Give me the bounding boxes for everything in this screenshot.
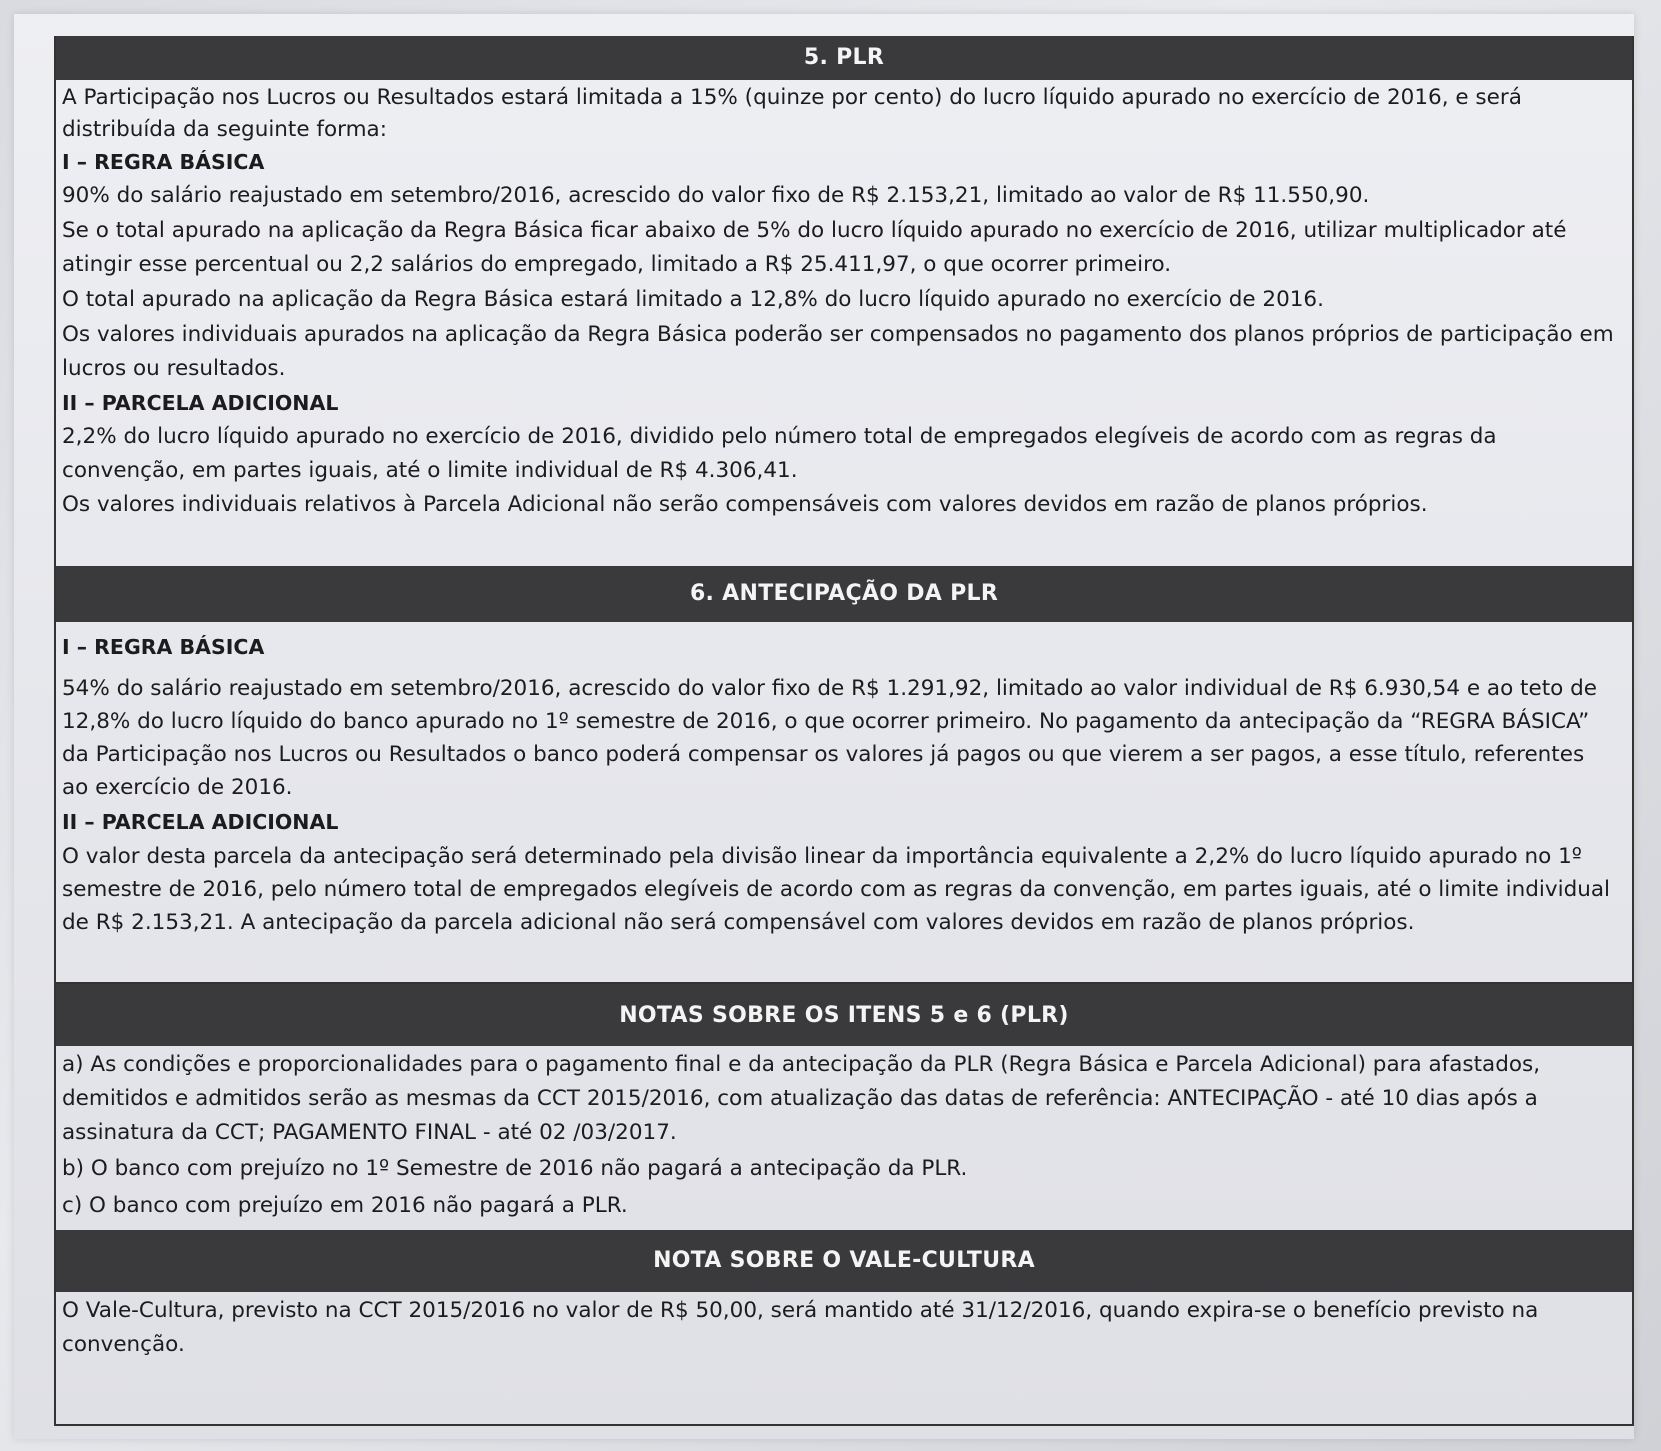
section-6-regra-basica-heading: I – REGRA BÁSICA: [62, 635, 265, 659]
vale-cultura-body: [56, 1292, 1632, 1362]
section-5-parcela-p2: Os valores individuais relativos à Parcela Adicional não serão compensáveis com valores devidos em razão de planos próprios.: [62, 492, 1428, 517]
section-5-regra-basica-heading: I – REGRA BÁSICA: [62, 150, 265, 174]
vale-cultura-title: NOTA SOBRE O VALE-CULTURA: [653, 1248, 1035, 1273]
vale-cultura-text: O Vale-Cultura, previsto na CCT 2015/2016 no valor de R$ 50,00, será mantido até 31/12/2016, quando expira-se o benefício previsto na convenção.: [62, 1298, 1539, 1357]
section-5-regra-basica-p2: Se o total apurado na aplicação da Regra Básica ficar abaixo de 5% do lucro líquido apurado no exercício de 2016, utilizar multiplicador até atingir esse percentual ou 2,2 salários do empregado, limitado a R$ 25.411,97, o que ocorrer primeiro.: [62, 218, 1567, 277]
section-6-header: [56, 566, 1632, 622]
section-5-header: [56, 36, 1632, 80]
nota-b: b) O banco com prejuízo no 1º Semestre de 2016 não pagará a antecipação da PLR.: [62, 1156, 968, 1181]
notas-header: [56, 982, 1632, 1046]
vale-cultura-header: [56, 1230, 1632, 1292]
document-table: [54, 36, 1634, 1426]
notas-body: [56, 1046, 1632, 1230]
section-5-regra-basica-p4: Os valores individuais apurados na aplicação da Regra Básica poderão ser compensados no pagamento dos planos próprios de participação em lucros ou resultados.: [62, 322, 1614, 381]
nota-a: a) As condições e proporcionalidades para o pagamento final e da antecipação da PLR (Regra Básica e Parcela Adicional) para afastados, demitidos e admitidos serão as mesmas da CCT 2015/2016, com atualização das datas de referência: ANTECIPAÇÃO - até 10 dias após a assinatura da CCT; PAGAMENTO FINAL - até 02 /03/2017.: [62, 1052, 1541, 1145]
section-6-body: [56, 622, 1632, 982]
section-6-parcela-p1: O valor desta parcela da antecipação será determinado pela divisão linear da importância equivalente a 2,2% do lucro líquido apurado no 1º semestre de 2016, pelo número total de empregados elegíveis de acordo com as regras da convenção, em partes iguais, até o limite individual de R$ 2.153,21. A antecipação da parcela adicional não será compensável com valores devidos em razão de planos próprios.: [62, 844, 1610, 935]
section-5-parcela-heading: II – PARCELA ADICIONAL: [62, 391, 339, 415]
section-6-regra-basica-p1: 54% do salário reajustado em setembro/2016, acrescido do valor fixo de R$ 1.291,92, limitado ao valor individual de R$ 6.930,54 e ao teto de 12,8% do lucro líquido do banco apurado no 1º semestre de 2016, o que ocorrer primeiro. No pagamento da antecipação da “REGRA BÁSICA” da Participação nos Lucros ou Resultados o banco poderá compensar os valores já pagos ou que vierem a ser pagos, a esse título, referentes ao exercício de 2016.: [62, 676, 1598, 800]
section-5-regra-basica-p3: O total apurado na aplicação da Regra Básica estará limitado a 12,8% do lucro líquido apurado no exercício de 2016.: [62, 287, 1324, 312]
section-6-title: 6. ANTECIPAÇÃO DA PLR: [689, 581, 999, 606]
paper-sheet: [14, 14, 1634, 1439]
section-5-parcela-p1: 2,2% do lucro líquido apurado no exercício de 2016, dividido pelo número total de empregados elegíveis de acordo com as regras da convenção, em partes iguais, até o limite individual de R$ 4.306,41.: [62, 424, 1497, 483]
section-5-title: 5. PLR: [803, 45, 885, 70]
section-6-parcela-heading: II – PARCELA ADICIONAL: [62, 810, 339, 834]
section-5-intro: A Participação nos Lucros ou Resultados estará limitada a 15% (quinze por cento) do lucro líquido apurado no exercício de 2016, e será distribuída da seguinte forma:: [62, 85, 1522, 142]
section-5-regra-basica-p1: 90% do salário reajustado em setembro/2016, acrescido do valor fixo de R$ 2.153,21, limitado ao valor de R$ 11.550,90.: [62, 183, 1370, 208]
section-5-body: [56, 80, 1632, 566]
nota-c: c) O banco com prejuízo em 2016 não pagará a PLR.: [62, 1193, 628, 1218]
notas-title: NOTAS SOBRE OS ITENS 5 e 6 (PLR): [619, 1003, 1069, 1028]
